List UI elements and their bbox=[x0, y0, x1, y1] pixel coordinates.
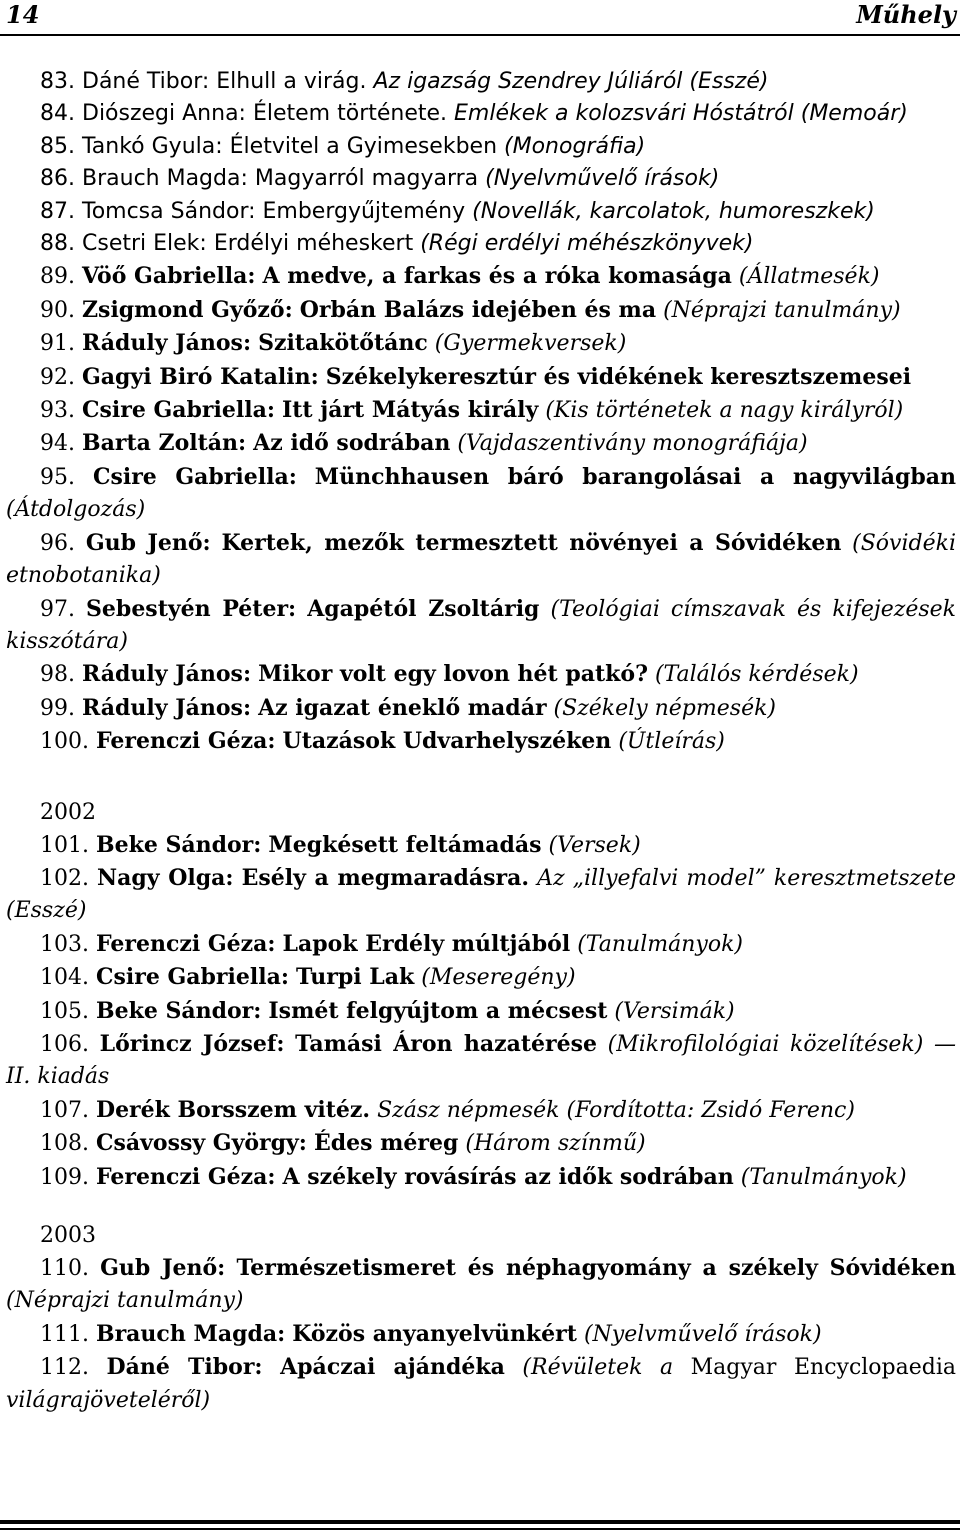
list-item: 109. Ferenczi Géza: A székely rovásírás az idők sodrában (Tanulmányok) bbox=[40, 1163, 907, 1190]
list-item: 89. Vöő Gabriella: A medve, a farkas és a róka komasága (Állatmesék) bbox=[40, 263, 880, 290]
list-item: 107. Derék Borsszem vitéz. Szász népmesék (Fordította: Zsidó Ferenc) bbox=[40, 1096, 855, 1123]
year-heading-2002: 2002 bbox=[40, 799, 96, 825]
list-item: 91. Ráduly János: Szitakötőtánc (Gyermekversek) bbox=[40, 330, 627, 357]
year-heading-2003: 2003 bbox=[40, 1223, 96, 1248]
list-item: 98. Ráduly János: Mikor volt egy lovon hét patkó? (Találós kérdések) bbox=[40, 661, 859, 688]
list-item: 112. Dáné Tibor: Apáczai ajándéka (Révületek a Magyar Encyclopaedia világrajöveteléről) bbox=[6, 1354, 957, 1413]
list-item: 90. Zsigmond Győző: Orbán Balázs idejében és ma (Néprajzi tanulmány) bbox=[40, 296, 901, 323]
publication-list bbox=[6, 66, 956, 1417]
list-item: 97. Sebestyén Péter: Agapétól Zsoltárig (Teológiai címszavak és kifejezések kisszótára) bbox=[6, 595, 956, 654]
list-item: 106. Lőrincz József: Tamási Áron hazatérése (Mikrofilológiai közelítések) — II. kiadás bbox=[6, 1030, 956, 1090]
list-item: 84. Diószegi Anna: Életem története. Emlékek a kolozsvári Hóstátról (Memoár) bbox=[40, 101, 908, 127]
list-item: 103. Ferenczi Géza: Lapok Erdély múltjából (Tanulmányok) bbox=[40, 930, 743, 957]
footer-rule-thick bbox=[0, 1520, 960, 1524]
list-item: 94. Barta Zoltán: Az idő sodrában (Vajdaszentivány monográfiája) bbox=[40, 430, 808, 457]
list-item: 102. Nagy Olga: Esély a megmaradásra. Az „illyefalvi model” keresztmetszete (Esszé) bbox=[6, 864, 956, 924]
list-item: 96. Gub Jenő: Kertek, mezők termesztett növényei a Sóvidéken (Sóvidéki etnobotanika) bbox=[6, 529, 956, 589]
list-item: 101. Beke Sándor: Megkésett feltámadás (Versek) bbox=[40, 831, 641, 858]
list-item: 85. Tankó Gyula: Életvitel a Gyimesekben (Monográfia) bbox=[40, 133, 646, 159]
list-item: 111. Brauch Magda: Közös anyanyelvünkért (Nyelvművelő írások) bbox=[40, 1320, 822, 1347]
list-item: 110. Gub Jenő: Természetismeret és néphagyomány a székely Sóvidéken (Néprajzi tanulmány) bbox=[6, 1255, 956, 1314]
list-item: 88. Csetri Elek: Erdélyi méheskert (Régi erdélyi méhészkönyvek) bbox=[40, 231, 754, 257]
list-item: 99. Ráduly János: Az igazat éneklő madár (Székely népmesék) bbox=[40, 694, 776, 721]
list-item: 108. Csávossy György: Édes méreg (Három színmű) bbox=[40, 1130, 646, 1157]
page-header bbox=[0, 0, 960, 36]
footer-rule-thin bbox=[0, 1528, 960, 1530]
page-number: 14 bbox=[6, 0, 40, 29]
header-rule bbox=[0, 34, 960, 36]
list-item: 87. Tomcsa Sándor: Embergyűjtemény (Novellák, karcolatok, humoreszkek) bbox=[40, 198, 875, 224]
list-item: 95. Csire Gabriella: Münchhausen báró barangolásai a nagyvilágban (Átdolgozás) bbox=[6, 463, 957, 523]
list-item: 104. Csire Gabriella: Turpi Lak (Meseregény) bbox=[40, 964, 576, 991]
list-item: 86. Brauch Magda: Magyarról magyarra (Nyelvművelő írások) bbox=[40, 166, 720, 192]
journal-title: Műhely bbox=[856, 0, 956, 29]
list-item: 100. Ferenczi Géza: Utazások Udvarhelyszéken (Útleírás) bbox=[40, 728, 725, 755]
list-item: 92. Gagyi Biró Katalin: Székelykeresztúr és vidékének keresztszemesei bbox=[40, 363, 912, 390]
list-item: 83. Dáné Tibor: Elhull a virág. Az igazság Szendrey Júliáról (Esszé) bbox=[40, 69, 769, 94]
list-item: 93. Csire Gabriella: Itt járt Mátyás király (Kis történetek a nagy királyról) bbox=[40, 397, 904, 424]
list-item: 105. Beke Sándor: Ismét felgyújtom a mécsest (Versimák) bbox=[40, 997, 735, 1024]
